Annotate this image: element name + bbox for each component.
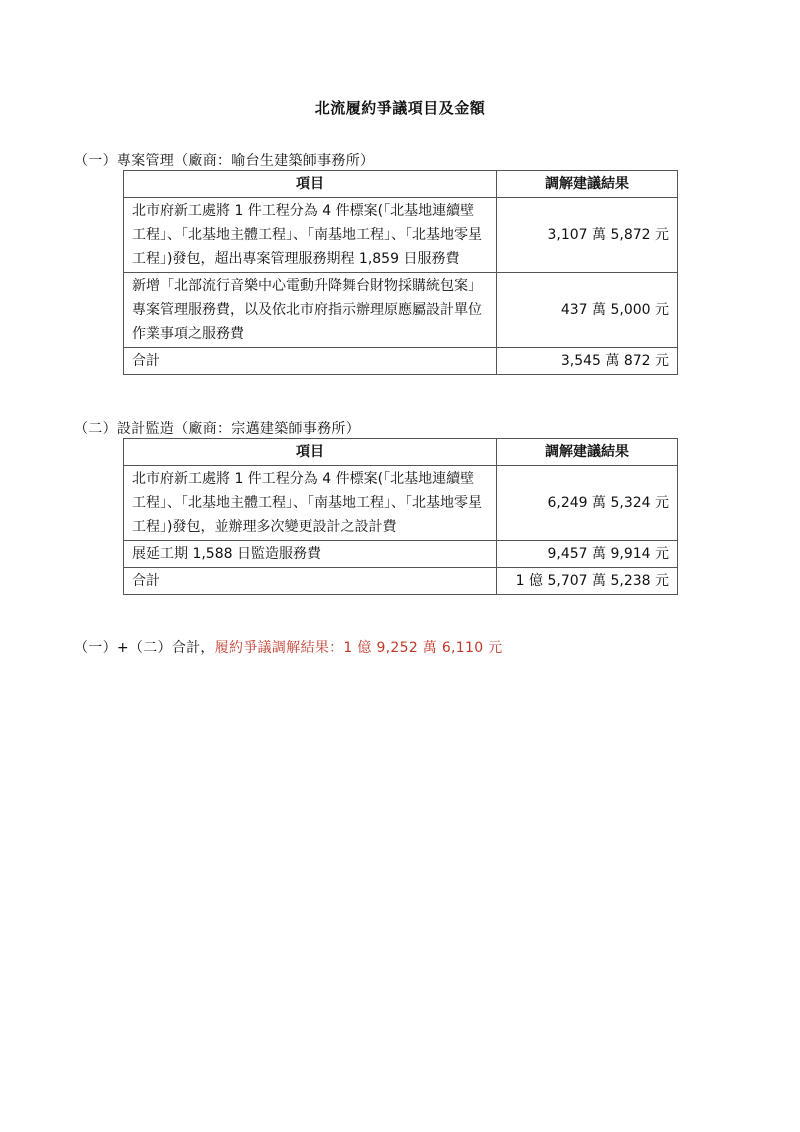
amount-cell: 437 萬 5,000 元 — [497, 273, 678, 348]
amount-cell: 9,457 萬 9,914 元 — [497, 541, 678, 568]
total-row — [124, 568, 678, 595]
column-header-result: 調解建議結果 — [497, 439, 678, 466]
table-row — [124, 273, 678, 348]
page-title: 北流履約爭議項目及金額 — [314, 99, 486, 117]
section-heading-project-management: （一）專案管理（廠商：喻台生建築師事務所） — [74, 153, 375, 169]
item-cell: 北市府新工處將 1 件工程分為 4 件標案(「北基地連續壁工程」、「北基地主體工程」、「南基地工程」、「北基地零星工程」)發包，超出專案管理服務期程 1,859 日服務費 — [124, 198, 497, 273]
total-amount-cell: 3,545 萬 872 元 — [497, 348, 678, 375]
item-cell: 新增「北部流行音樂中心電動升降舞台財物採購統包案」專案管理服務費，以及依北市府指示辦理原應屬設計單位作業事項之服務費 — [124, 273, 497, 348]
item-cell: 北市府新工處將 1 件工程分為 4 件標案(「北基地連續壁工程」、「北基地主體工程」、「南基地工程」、「北基地零星工程」)發包，並辦理多次變更設計之設計費 — [124, 466, 497, 541]
project-management-table — [123, 170, 678, 375]
section-heading-design-supervision: （二）設計監造（廠商：宗邁建築師事務所） — [74, 421, 360, 437]
total-amount-cell: 1 億 5,707 萬 5,238 元 — [497, 568, 678, 595]
summary-result: 履約爭議調解結果：1 億 9,252 萬 6,110 元 — [214, 640, 503, 656]
amount-cell: 6,249 萬 5,324 元 — [497, 466, 678, 541]
column-header-result: 調解建議結果 — [497, 171, 678, 198]
table-row — [124, 541, 678, 568]
column-header-item: 項目 — [124, 439, 497, 466]
total-label-cell: 合計 — [124, 568, 497, 595]
amount-cell: 3,107 萬 5,872 元 — [497, 198, 678, 273]
column-header-item: 項目 — [124, 171, 497, 198]
item-cell: 展延工期 1,588 日監造服務費 — [124, 541, 497, 568]
summary-prefix: （一）+（二）合計， — [74, 640, 215, 656]
total-row — [124, 348, 678, 375]
total-label-cell: 合計 — [124, 348, 497, 375]
table-header-row — [124, 439, 678, 466]
table-row — [124, 198, 678, 273]
design-supervision-table — [123, 438, 678, 595]
table-row — [124, 466, 678, 541]
table-header-row — [124, 171, 678, 198]
summary-line — [74, 637, 502, 657]
